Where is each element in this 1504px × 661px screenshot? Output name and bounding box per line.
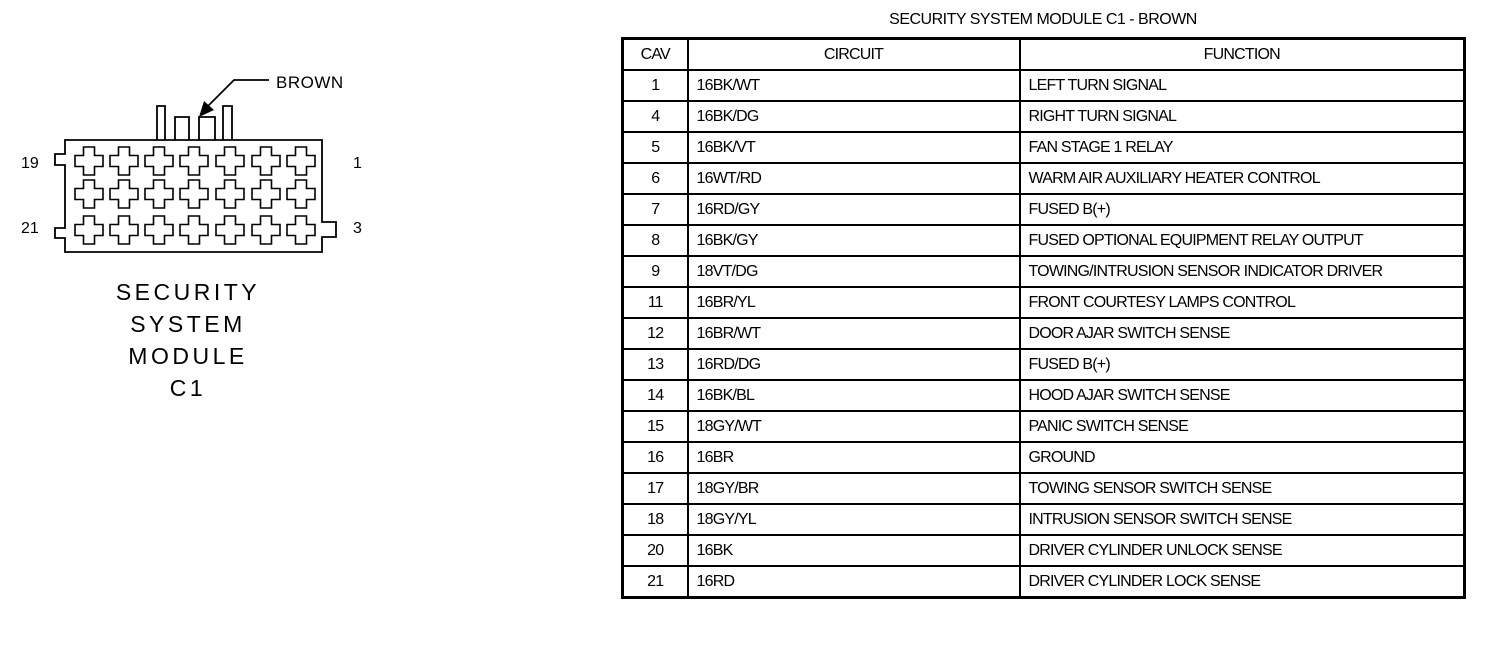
pin-cavity (145, 180, 173, 208)
function-cell: INTRUSION SENSOR SWITCH SENSE (1020, 504, 1465, 535)
circuit-cell: 16BK (688, 535, 1020, 566)
pin-cavity (180, 147, 208, 175)
function-cell: WARM AIR AUXILIARY HEATER CONTROL (1020, 163, 1465, 194)
pin-cavity (110, 180, 138, 208)
function-cell: FUSED B(+) (1020, 194, 1465, 225)
table-row (623, 349, 1465, 380)
function-cell: LEFT TURN SIGNAL (1020, 70, 1465, 101)
function-cell: DRIVER CYLINDER UNLOCK SENSE (1020, 535, 1465, 566)
circuit-cell: 16RD/DG (688, 349, 1020, 380)
column-header-function: FUNCTION (1020, 39, 1465, 71)
cav-cell: 20 (623, 535, 688, 566)
pin-cavity (180, 216, 208, 244)
cav-cell: 15 (623, 411, 688, 442)
pin-label-bottom-right: 3 (353, 220, 362, 237)
pin-label-bottom-left: 21 (21, 220, 39, 237)
connector-caption (90, 276, 286, 404)
locking-tab-3 (199, 117, 215, 140)
table-row (623, 70, 1465, 101)
pin-cavity (75, 147, 103, 175)
circuit-cell: 16BK/WT (688, 70, 1020, 101)
cav-cell: 1 (623, 70, 688, 101)
circuit-cell: 18GY/YL (688, 504, 1020, 535)
table-row (623, 163, 1465, 194)
pointer-line (206, 80, 269, 108)
cav-cell: 9 (623, 256, 688, 287)
pin-cavity (75, 216, 103, 244)
cav-cell: 7 (623, 194, 688, 225)
function-cell: FUSED B(+) (1020, 349, 1465, 380)
table-row (623, 411, 1465, 442)
pin-cavity (252, 147, 280, 175)
connector-caption-line: C1 (169, 375, 207, 401)
table-row (623, 380, 1465, 411)
circuit-cell: 16BR/YL (688, 287, 1020, 318)
table-row (623, 287, 1465, 318)
pin-label-top-left: 19 (21, 155, 39, 172)
circuit-cell: 18GY/BR (688, 473, 1020, 504)
locking-tab-2 (175, 117, 189, 140)
cav-cell: 8 (623, 225, 688, 256)
circuit-cell: 16RD (688, 566, 1020, 598)
function-cell: FUSED OPTIONAL EQUIPMENT RELAY OUTPUT (1020, 225, 1465, 256)
table-row (623, 132, 1465, 163)
circuit-cell: 18VT/DG (688, 256, 1020, 287)
function-cell: RIGHT TURN SIGNAL (1020, 101, 1465, 132)
circuit-cell: 16WT/RD (688, 163, 1020, 194)
pin-cavity (287, 147, 315, 175)
pin-cavity (145, 147, 173, 175)
table-header-row (623, 39, 1465, 71)
circuit-cell: 16BR (688, 442, 1020, 473)
table-title: SECURITY SYSTEM MODULE C1 - BROWN (889, 11, 1197, 28)
table-row (623, 225, 1465, 256)
cav-cell: 11 (623, 287, 688, 318)
connector-caption-line: SECURITY (115, 279, 261, 305)
connector-caption-line: SYSTEM (130, 311, 246, 337)
connector-caption-line: MODULE (128, 343, 248, 369)
pin-cavity (287, 180, 315, 208)
pin-label-top-right: 1 (353, 155, 362, 172)
table-row (623, 101, 1465, 132)
cav-cell: 5 (623, 132, 688, 163)
column-header-circuit: CIRCUIT (688, 39, 1020, 71)
pin-cavity (110, 216, 138, 244)
connector-color-label: BROWN (276, 73, 344, 92)
cav-cell: 16 (623, 442, 688, 473)
function-cell: PANIC SWITCH SENSE (1020, 411, 1465, 442)
table-row (623, 256, 1465, 287)
function-cell: FAN STAGE 1 RELAY (1020, 132, 1465, 163)
pin-function-table (621, 37, 1466, 599)
circuit-cell: 16BK/GY (688, 225, 1020, 256)
function-cell: FRONT COURTESY LAMPS CONTROL (1020, 287, 1465, 318)
pin-cavity (75, 180, 103, 208)
pin-cavity (252, 216, 280, 244)
circuit-cell: 16RD/GY (688, 194, 1020, 225)
table-row (623, 318, 1465, 349)
locking-tab-1 (157, 106, 165, 140)
cav-cell: 4 (623, 101, 688, 132)
function-cell: TOWING/INTRUSION SENSOR INDICATOR DRIVER (1020, 256, 1465, 287)
circuit-cell: 16BK/DG (688, 101, 1020, 132)
pin-cavity (145, 216, 173, 244)
cav-cell: 14 (623, 380, 688, 411)
pin-cavity (180, 180, 208, 208)
function-cell: DOOR AJAR SWITCH SENSE (1020, 318, 1465, 349)
table-row (623, 535, 1465, 566)
circuit-cell: 16BR/WT (688, 318, 1020, 349)
function-cell: TOWING SENSOR SWITCH SENSE (1020, 473, 1465, 504)
cav-cell: 12 (623, 318, 688, 349)
pin-cavity (287, 216, 315, 244)
function-cell: DRIVER CYLINDER LOCK SENSE (1020, 566, 1465, 598)
function-cell: HOOD AJAR SWITCH SENSE (1020, 380, 1465, 411)
pin-cavity-grid (75, 147, 315, 244)
table-row (623, 566, 1465, 598)
circuit-cell: 16BK/VT (688, 132, 1020, 163)
pin-cavity (110, 147, 138, 175)
pin-cavity (252, 180, 280, 208)
column-header-cav: CAV (623, 39, 688, 71)
table-row (623, 194, 1465, 225)
circuit-cell: 16BK/BL (688, 380, 1020, 411)
circuit-cell: 18GY/WT (688, 411, 1020, 442)
table-row (623, 504, 1465, 535)
table-row (623, 473, 1465, 504)
table-row (623, 442, 1465, 473)
connector-diagram (0, 0, 600, 656)
pin-cavity (216, 216, 244, 244)
table-body (623, 70, 1465, 598)
cav-cell: 18 (623, 504, 688, 535)
cav-cell: 13 (623, 349, 688, 380)
pin-cavity (216, 180, 244, 208)
function-cell: GROUND (1020, 442, 1465, 473)
locking-tab-4 (223, 106, 232, 140)
cav-cell: 21 (623, 566, 688, 598)
pin-cavity (216, 147, 244, 175)
cav-cell: 6 (623, 163, 688, 194)
cav-cell: 17 (623, 473, 688, 504)
